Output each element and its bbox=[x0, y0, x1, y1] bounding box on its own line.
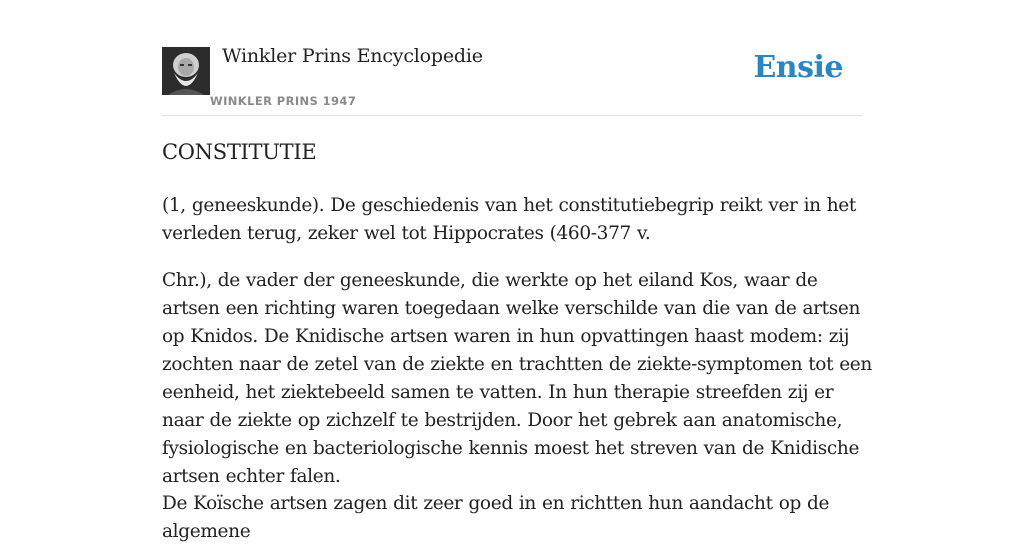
article-paragraph: Chr.), de vader der geneeskunde, die werkte op het eiland Kos, waar de artsen een richting waren toegedaan welke verschilde van die van de artsen op Knidos. De Knidische artsen waren in hun opvattingen haast modem: zij zochten naar de zetel van de ziekte en trachtten de ziekte-symptomen tot een eenheid, het ziektebeeld samen te vatten. In hun therapie streefden zij er naar de ziekte op zichzelf te bestrijden. Door het gebrek aan anatomische, fysiologische en bacteriologische kennis moest het streven van de Knidische artsen echter falen. bbox=[162, 270, 872, 487]
article-paragraph: De Koïsche artsen zagen dit zeer goed in en richtten hun aandacht op de algemene bbox=[162, 493, 830, 542]
header bbox=[162, 0, 862, 116]
article-title: CONSTITUTIE bbox=[162, 140, 317, 164]
edition-label[interactable]: WINKLER PRINS 1947 bbox=[210, 94, 357, 108]
author-avatar[interactable] bbox=[162, 47, 210, 95]
ensie-logo[interactable]: Ensie bbox=[753, 50, 843, 85]
article-paragraph: (1, geneeskunde). De geschiedenis van het constitutiebegrip reikt ver in het verleden terug, zeker wel tot Hippocrates (460-377 v. bbox=[162, 195, 856, 244]
author-portrait-icon bbox=[162, 47, 210, 95]
site-title[interactable]: Winkler Prins Encyclopedie bbox=[222, 45, 483, 67]
